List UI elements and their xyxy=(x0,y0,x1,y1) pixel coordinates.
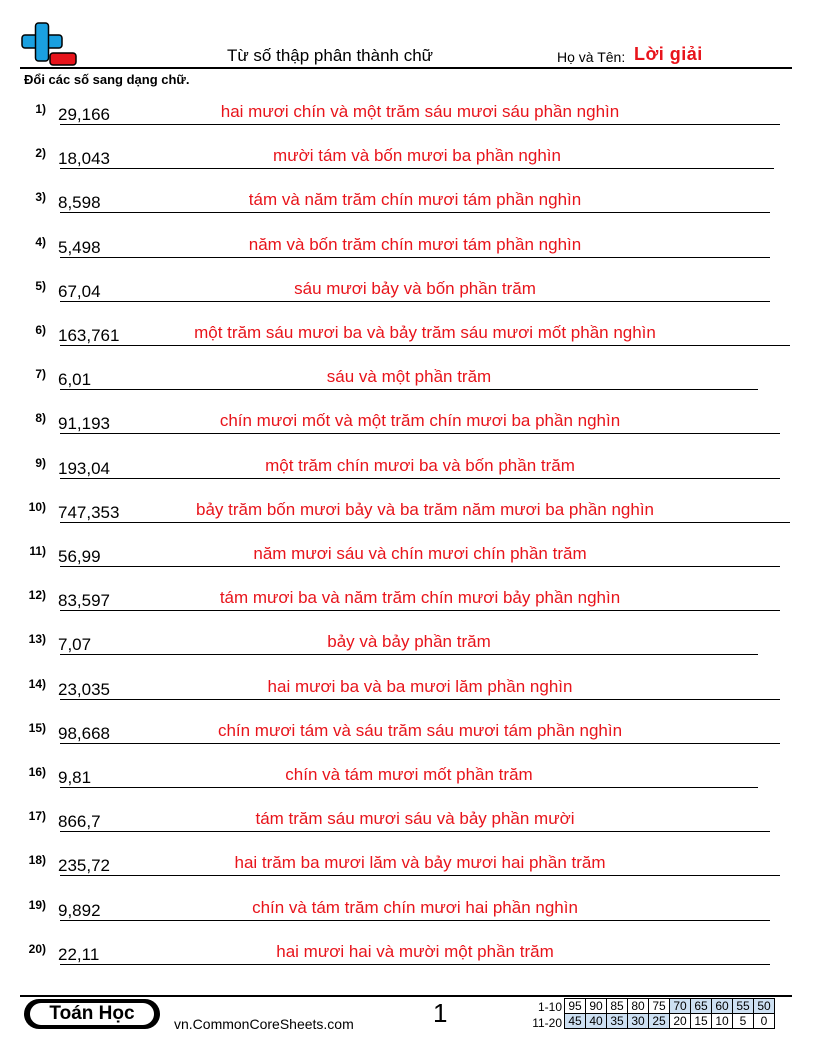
answer-text: chín mươi mốt và một trăm chín mươi ba phần nghìn xyxy=(219,411,621,431)
problem-row xyxy=(0,102,816,142)
problem-decimal: 7,07 xyxy=(58,635,92,655)
answer-line xyxy=(60,522,790,523)
answer-text: tám mươi ba và năm trăm chín mươi bảy phần nghìn xyxy=(219,588,621,608)
score-cell: 60 xyxy=(712,999,733,1014)
answer-text: hai mươi hai và mười một phần trăm xyxy=(276,941,554,961)
problem-decimal: 6,01 xyxy=(58,370,92,390)
problem-decimal: 18,043 xyxy=(58,149,110,169)
problem-number: 8) xyxy=(35,411,46,426)
answer-text: sáu mươi bảy và bốn phần trăm xyxy=(294,278,536,298)
problem-decimal: 67,04 xyxy=(58,281,101,301)
problem-number: 19) xyxy=(28,897,46,912)
problem-number: 18) xyxy=(28,853,46,868)
answer-text: một trăm chín mươi ba và bốn phần trăm xyxy=(265,455,575,475)
answer-line xyxy=(60,699,780,700)
footer-rule xyxy=(20,995,792,997)
worksheet-title: Từ số thập phân thành chữ xyxy=(226,46,434,65)
answer-line xyxy=(60,875,780,876)
problem-decimal: 23,035 xyxy=(58,679,110,699)
answer-text: sáu và một phần trăm xyxy=(326,367,492,387)
problem-number: 7) xyxy=(35,367,46,382)
problem-number: 17) xyxy=(28,809,46,824)
answer-line xyxy=(60,566,780,567)
answer-line xyxy=(60,478,780,479)
problem-number: 11) xyxy=(29,544,46,558)
problem-number: 5) xyxy=(35,278,46,293)
answer-text: tám trăm sáu mươi sáu và bảy phần mười xyxy=(255,809,575,829)
answer-text: chín và tám trăm chín mươi hai phần nghìn xyxy=(252,897,578,917)
answer-text: năm và bốn trăm chín mươi tám phần nghìn xyxy=(248,234,582,254)
answer-text: chín và tám mươi mốt phần trăm xyxy=(285,765,533,784)
problem-row xyxy=(0,677,816,717)
problem-row xyxy=(0,367,816,407)
answer-line xyxy=(60,964,770,965)
brand-badge xyxy=(24,999,160,1029)
score-cell: 35 xyxy=(607,1014,628,1029)
score-label-1-10: 1-10 xyxy=(537,1000,562,1014)
problem-decimal: 29,166 xyxy=(58,105,110,124)
problem-number: 14) xyxy=(28,676,46,691)
score-label-11-20: 11-20 xyxy=(532,1016,562,1030)
problem-row xyxy=(0,411,816,451)
answer-text: tám và năm trăm chín mươi tám phần nghìn xyxy=(248,190,582,210)
problem-number: 2) xyxy=(35,146,46,161)
problem-row xyxy=(0,279,816,319)
problem-row xyxy=(0,809,816,849)
problem-number: 6) xyxy=(35,323,46,337)
answer-line xyxy=(60,787,758,788)
problem-decimal: 9,892 xyxy=(58,900,101,920)
answer-line xyxy=(60,345,790,346)
score-cell: 65 xyxy=(691,999,712,1014)
answer-line xyxy=(60,168,774,169)
score-cell: 5 xyxy=(733,1014,754,1029)
score-row xyxy=(565,1014,775,1029)
score-cell: 15 xyxy=(691,1014,712,1029)
problem-decimal: 235,72 xyxy=(58,856,110,876)
answer-text: mười tám và bốn mươi ba phần nghìn xyxy=(273,146,561,166)
brand-label: Toán Học xyxy=(30,1003,154,1025)
problem-decimal: 91,193 xyxy=(58,414,110,434)
problem-row xyxy=(0,323,816,363)
problem-number: 13) xyxy=(28,632,46,647)
problem-decimal: 8,598 xyxy=(58,193,101,213)
instructions: Đổi các số sang dạng chữ. xyxy=(24,72,190,87)
page-number: 1 xyxy=(433,998,448,1028)
problem-decimal: 866,7 xyxy=(58,812,101,832)
answer-line xyxy=(60,831,770,832)
problem-decimal: 22,11 xyxy=(58,944,100,964)
answer-line xyxy=(60,257,770,258)
answer-text: hai trăm ba mươi lăm và bảy mươi hai phần trăm xyxy=(234,853,606,873)
problem-number: 12) xyxy=(28,588,46,603)
problem-decimal: 163,761 xyxy=(58,326,120,345)
problem-row xyxy=(0,190,816,230)
problem-decimal: 9,81 xyxy=(58,768,92,787)
answer-line xyxy=(60,433,780,434)
problem-row xyxy=(0,456,816,496)
score-cell: 85 xyxy=(607,999,628,1014)
answer-text: một trăm sáu mươi ba và bảy trăm sáu mươi mốt phần nghìn xyxy=(194,323,656,342)
problem-number: 10) xyxy=(28,499,46,514)
score-cell: 55 xyxy=(733,999,754,1014)
problem-row xyxy=(0,721,816,761)
problem-row xyxy=(0,544,816,584)
problem-decimal: 747,353 xyxy=(58,502,120,522)
score-cell: 50 xyxy=(754,999,775,1014)
answer-line xyxy=(60,389,758,390)
problem-decimal: 5,498 xyxy=(58,237,101,257)
score-table xyxy=(564,998,775,1029)
score-cell: 40 xyxy=(586,1014,607,1029)
score-cell: 80 xyxy=(628,999,649,1014)
problem-row xyxy=(0,898,816,938)
answer-text: hai mươi ba và ba mươi lăm phần nghìn xyxy=(267,676,573,696)
problem-row xyxy=(0,853,816,893)
problem-row xyxy=(0,942,816,982)
problem-row xyxy=(0,146,816,186)
score-cell: 70 xyxy=(670,999,691,1014)
problem-number: 15) xyxy=(28,720,46,735)
problem-row xyxy=(0,632,816,672)
score-cell: 90 xyxy=(586,999,607,1014)
problem-number: 16) xyxy=(28,765,46,779)
score-cell: 75 xyxy=(649,999,670,1014)
answer-line xyxy=(60,610,780,611)
answer-line xyxy=(60,920,770,921)
score-cell: 25 xyxy=(649,1014,670,1029)
answer-text: bảy trăm bốn mươi bảy và ba trăm năm mươi ba phần nghìn xyxy=(196,499,654,519)
name-value: Lời giải xyxy=(634,44,703,64)
answer-text: năm mươi sáu và chín mươi chín phần trăm xyxy=(253,544,587,563)
score-cell: 20 xyxy=(670,1014,691,1029)
website-label: vn.CommonCoreSheets.com xyxy=(174,1016,354,1032)
problem-decimal: 56,99 xyxy=(58,547,101,566)
problem-number: 3) xyxy=(35,190,46,205)
score-cell: 0 xyxy=(754,1014,775,1029)
problem-row xyxy=(0,588,816,628)
problem-row xyxy=(0,500,816,540)
answer-line xyxy=(60,301,770,302)
header-rule xyxy=(20,67,792,69)
answer-line xyxy=(60,654,758,655)
score-cell: 10 xyxy=(712,1014,733,1029)
name-label: Họ và Tên: xyxy=(557,49,626,65)
score-cell: 30 xyxy=(628,1014,649,1029)
problem-number: 20) xyxy=(28,941,46,956)
problem-decimal: 193,04 xyxy=(58,458,110,478)
score-cell: 45 xyxy=(565,1014,586,1029)
score-row-labels xyxy=(524,999,562,1031)
answer-line xyxy=(60,212,770,213)
answer-line xyxy=(60,124,780,125)
problem-number: 4) xyxy=(35,234,46,249)
score-cell: 95 xyxy=(565,999,586,1014)
problem-number: 9) xyxy=(35,455,46,470)
answer-text: chín mươi tám và sáu trăm sáu mươi tám phần nghìn xyxy=(217,720,623,740)
problem-number: 1) xyxy=(35,102,46,116)
answer-text: hai mươi chín và một trăm sáu mươi sáu phần nghìn xyxy=(220,102,620,121)
score-row xyxy=(565,999,775,1014)
problem-row xyxy=(0,765,816,805)
problem-row xyxy=(0,235,816,275)
answer-text: bảy và bảy phần trăm xyxy=(327,632,491,652)
problem-decimal: 83,597 xyxy=(58,591,110,611)
problem-decimal: 98,668 xyxy=(58,723,110,743)
answer-line xyxy=(60,743,780,744)
